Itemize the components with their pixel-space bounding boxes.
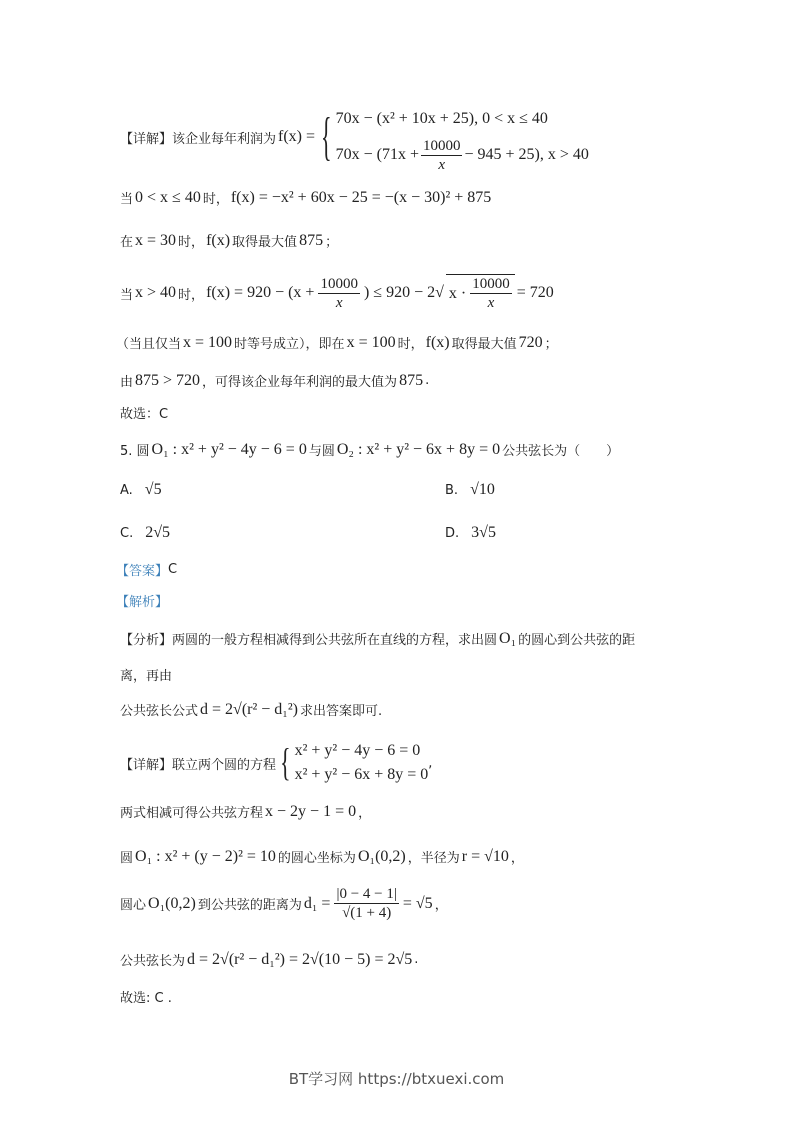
math: d = 2√(r² − d₁²) = 2√(10 − 5) = 2√5 xyxy=(187,950,413,968)
text: 与圆 xyxy=(308,444,335,459)
line xyxy=(120,371,429,390)
math: 875 xyxy=(299,231,324,249)
choice-line: 故选: C . xyxy=(120,991,172,1006)
text: 时， xyxy=(397,337,424,352)
math: x − 2y − 1 = 0 xyxy=(265,802,357,820)
piecewise-cases xyxy=(336,101,589,173)
option-b xyxy=(445,481,497,499)
label: B. xyxy=(445,482,459,498)
text: 公共弦长为（ ） xyxy=(502,444,620,459)
text: 两式相减可得公共弦方程 xyxy=(120,806,264,821)
answer-tag: 【答案】 xyxy=(116,564,169,579)
answer-value: C xyxy=(168,562,178,577)
brace: { xyxy=(280,739,291,785)
label: A. xyxy=(120,482,133,498)
question-5 xyxy=(120,440,619,459)
den: √(1 + 4) xyxy=(342,905,392,921)
equation-system xyxy=(295,739,429,787)
math: x = 100 xyxy=(346,333,396,351)
text: 到公共弦的距离为 xyxy=(197,898,302,913)
answer xyxy=(116,560,177,579)
text: 当 xyxy=(120,287,134,303)
math: f(x) xyxy=(425,333,450,351)
text: ，半径为 xyxy=(407,851,460,866)
math: d₁ = xyxy=(303,894,331,912)
line xyxy=(120,274,556,312)
text: 圆 xyxy=(120,851,134,866)
math: f(x) = 920 − (x + xyxy=(206,284,315,301)
text: 【详解】联立两个圆的方程 xyxy=(120,757,277,773)
math: x = 30 xyxy=(135,231,177,249)
text: 由 xyxy=(120,375,134,390)
line xyxy=(120,885,448,922)
text: ， xyxy=(434,898,448,913)
text: 求出答案即可. xyxy=(300,704,383,719)
text: 公共弦长公式 xyxy=(120,704,199,719)
sqrt xyxy=(446,274,515,312)
footer-watermark: BT学习网 https://btxuexi.com xyxy=(288,1070,505,1088)
brace: { xyxy=(321,105,332,166)
line xyxy=(120,950,418,969)
text: 取得最大值 xyxy=(232,235,298,250)
math: ) ≤ 920 − 2√ xyxy=(363,284,444,301)
num: 10000 xyxy=(422,137,461,154)
detail-system-line xyxy=(120,738,432,788)
math: 720 xyxy=(518,333,543,351)
math: f(x) = xyxy=(278,128,316,145)
math: x · xyxy=(448,284,467,302)
math: = 720 xyxy=(516,284,554,301)
math: 875 xyxy=(399,371,424,389)
den: x xyxy=(487,295,495,311)
fraction xyxy=(421,137,463,174)
text: . xyxy=(414,952,419,967)
den: x xyxy=(438,156,446,173)
text: 时， xyxy=(202,192,229,207)
math: 0 < x ≤ 40 xyxy=(135,188,201,206)
line xyxy=(116,333,558,352)
num: |0 − 4 − 1| xyxy=(336,886,397,902)
math: O₁ : x² + (y − 2)² = 10 xyxy=(135,847,276,865)
option-d xyxy=(445,524,498,542)
math: f(x) = −x² + 60x − 25 = −(x − 30)² + 875 xyxy=(230,188,492,206)
case-2b: − 945 + 25), x > 40 xyxy=(464,146,589,163)
line xyxy=(120,847,524,866)
fraction xyxy=(318,275,360,312)
math: d = 2√(r² − d₁²) xyxy=(200,700,298,718)
text: 时， xyxy=(178,287,205,303)
text: 在 xyxy=(120,235,134,250)
text: 当 xyxy=(120,192,134,207)
text: 时， xyxy=(178,235,205,250)
text: ； xyxy=(325,235,339,250)
math: f(x) xyxy=(206,231,231,249)
math: x > 40 xyxy=(135,284,177,301)
math: O₁(0,2) xyxy=(357,847,406,865)
text: 圆心 xyxy=(120,898,147,913)
value: √10 xyxy=(470,481,495,498)
fraction xyxy=(334,885,398,922)
line xyxy=(120,188,493,207)
equation-1: x² + y² − 4y − 6 = 0 xyxy=(294,742,421,759)
text: 取得最大值 xyxy=(451,337,517,352)
math: O₁ xyxy=(499,629,517,647)
text: 的圆心坐标为 xyxy=(277,851,356,866)
line xyxy=(120,802,371,821)
math: = √5 xyxy=(402,894,433,912)
text: ； xyxy=(544,337,558,352)
label: C. xyxy=(120,525,134,541)
math: r = √10 xyxy=(461,847,509,865)
num: 10000 xyxy=(472,276,510,292)
num: 10000 xyxy=(320,275,358,292)
analysis-tag: 【解析】 xyxy=(116,595,169,610)
math: O₁ : x² + y² − 4y − 6 = 0 xyxy=(151,440,307,458)
math: x = 100 xyxy=(183,333,233,351)
option-a xyxy=(120,481,164,499)
text: 5. 圆 xyxy=(120,444,150,459)
text: , xyxy=(428,755,433,771)
text: 时等号成立），即在 xyxy=(234,337,345,352)
text: ，可得该企业每年利润的最大值为 xyxy=(202,375,398,390)
value: 2√5 xyxy=(145,524,170,541)
line xyxy=(120,629,635,648)
math: O₁(0,2) xyxy=(148,894,196,912)
line xyxy=(120,700,382,719)
line xyxy=(120,231,338,250)
text: 的圆心到公共弦的距 xyxy=(518,633,636,648)
equation-2: x² + y² − 6x + 8y = 0 xyxy=(294,766,429,783)
value: 3√5 xyxy=(471,524,496,541)
text: ， xyxy=(358,806,372,821)
line: 离，再由 xyxy=(120,669,173,684)
case-1: 70x − (x² + 10x + 25), 0 < x ≤ 40 xyxy=(335,110,548,127)
text: 【分析】两圆的一般方程相减得到公共弦所在直线的方程，求出圆 xyxy=(120,633,498,648)
text: . xyxy=(425,373,430,388)
choice-line: 故选：C xyxy=(120,407,169,422)
text: 公共弦长为 xyxy=(120,954,186,969)
value: √5 xyxy=(144,481,162,498)
case-2a: 70x − (71x + xyxy=(335,146,419,163)
option-c xyxy=(120,524,172,542)
math: 875 > 720 xyxy=(135,371,201,389)
text: （当且仅当 xyxy=(116,337,182,352)
detail-piecewise-line xyxy=(120,100,589,174)
text: 【详解】该企业每年利润为 xyxy=(120,131,277,147)
den: x xyxy=(335,294,343,311)
label: D. xyxy=(445,525,460,541)
math: O₂ : x² + y² − 6x + 8y = 0 xyxy=(336,440,501,458)
fraction xyxy=(470,275,512,312)
text: ， xyxy=(510,851,524,866)
